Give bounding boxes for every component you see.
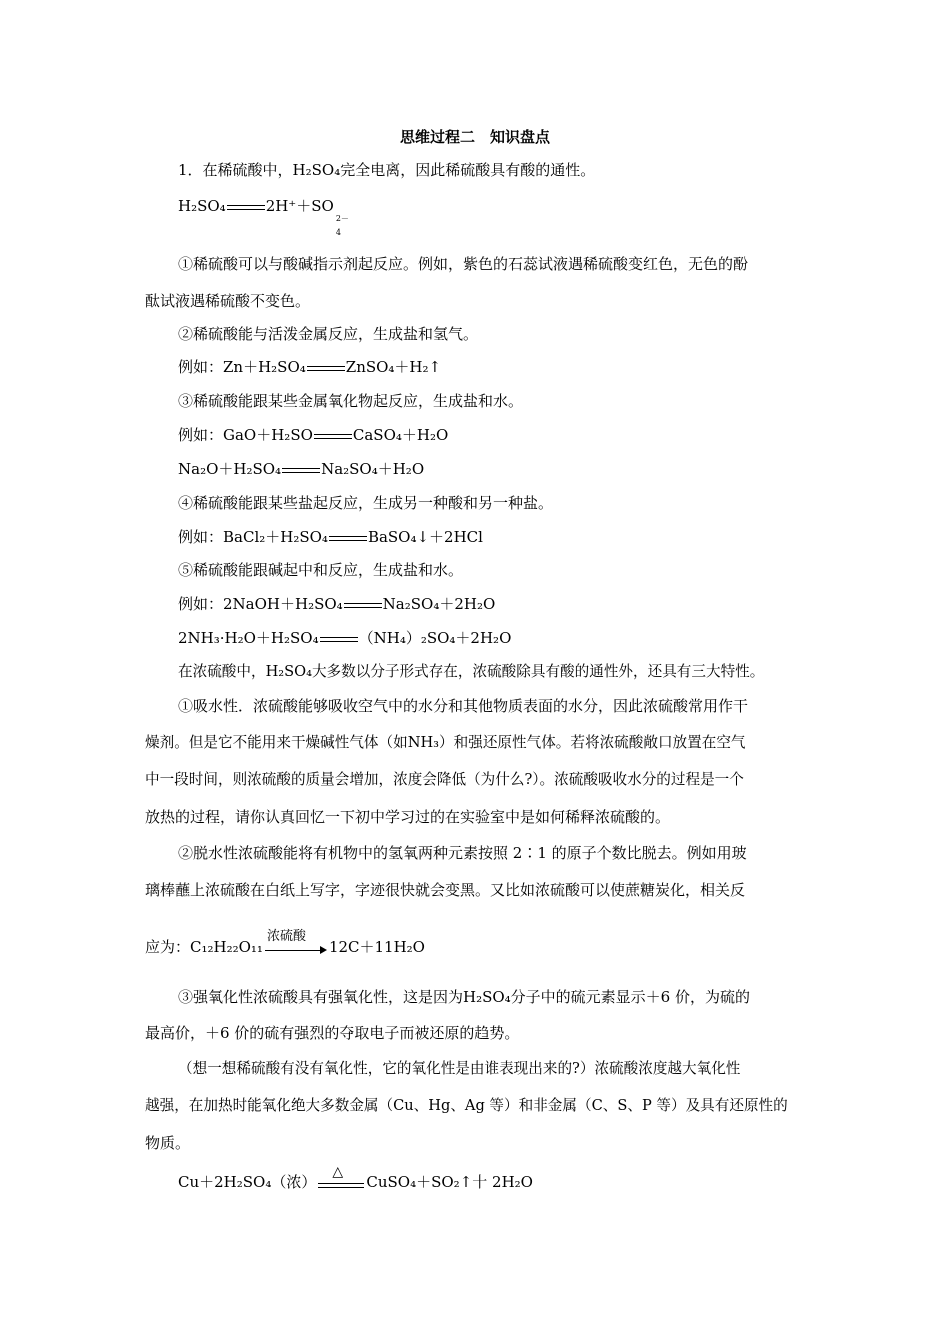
equals-sign — [320, 637, 358, 642]
equation-right: CaSO₄＋H₂O — [352, 426, 449, 444]
equation-left: 例如：Zn＋H₂SO₄ — [178, 358, 306, 376]
equation-left: 2NH₃·H₂O＋H₂SO₄ — [178, 629, 319, 647]
prop-dehydrate-line2: 璃棒蘸上浓硫酸在白纸上写字，字迹很快就会变黑。又比如浓硫酸可以使蔗糖炭化，相关反 — [145, 881, 746, 899]
equation-bacl2 — [178, 527, 848, 547]
equation-right: ZnSO₄＋H₂↑ — [345, 358, 442, 376]
think-line2: 越强，在加热时能氧化绝大多数金属（Cu、Hg、Ag 等）和非金属（C、S、P 等）及具有还原性的 — [145, 1097, 788, 1114]
paragraph-conc-intro: 在浓硫酸中，H₂SO₄大多数以分子形式存在，浓硫酸除具有酸的通性外，还具有三大特性。 — [178, 663, 765, 680]
equation-naoh — [178, 594, 848, 614]
prop-oxidize-line1: ③强氧化性浓硫酸具有强氧化性，这是因为H₂SO₄分子中的硫元素显示＋6 价，为硫的 — [178, 988, 750, 1006]
reaction-arrow — [265, 929, 327, 955]
think-line3: 物质。 — [145, 1134, 191, 1152]
item-oxide: ③稀硫酸能跟某些金属氧化物起反应，生成盐和水。 — [178, 392, 524, 410]
prop-absorb-line1: ①吸水性．浓硫酸能够吸收空气中的水分和其他物质表面的水分，因此浓硫酸常用作干 — [178, 697, 749, 715]
equals-sign — [227, 205, 265, 210]
prop-dehydrate-line1: ②脱水性浓硫酸能将有机物中的氢氧两种元素按照 2∶1 的原子个数比脱去。例如用玻 — [178, 844, 747, 862]
equals-sign — [344, 603, 382, 608]
equation-left: 例如：GaO＋H₂SO — [178, 426, 313, 444]
equation-left: Cu＋2H₂SO₄（浓） — [178, 1173, 317, 1191]
item-base: ⑤稀硫酸能跟碱起中和反应，生成盐和水。 — [178, 561, 464, 579]
equation-ammonia — [178, 628, 848, 648]
arrow-condition: 浓硫酸 — [266, 929, 306, 944]
ion-subscript: 4 — [335, 228, 341, 237]
prop-absorb-line4: 放热的过程，请你认真回忆一下初中学习过的在实验室中是如何稀释浓硫酸的。 — [145, 808, 671, 826]
heat-condition: △ — [332, 1164, 344, 1180]
equals-sign — [329, 536, 367, 541]
equation-left: 例如：BaCl₂＋H₂SO₄ — [178, 528, 328, 546]
equation-right: CuSO₄＋SO₂↑十 2H₂O — [366, 1173, 533, 1191]
equation-right: 2H⁺＋SO — [265, 197, 334, 215]
equation-left: 应为：C₁₂H₂₂O₁₁ — [145, 938, 263, 956]
heat-equals-sign — [318, 1164, 364, 1190]
equation-copper — [178, 1164, 848, 1192]
equation-right: Na₂SO₄＋H₂O — [321, 460, 425, 478]
prop-absorb-line2: 燥剂。但是它不能用来干燥碱性气体（如NH₃）和强还原性气体。若将浓硫酸敞口放置在空气 — [145, 734, 746, 751]
think-line1: （想一想稀硫酸有没有氧化性，它的氧化性是由谁表现出来的?）浓硫酸浓度越大氧化性 — [178, 1060, 741, 1077]
ion-charge: 2－ — [335, 214, 349, 223]
paragraph-dilute-intro: 1．在稀硫酸中，H₂SO₄完全电离，因此稀硫酸具有酸的通性。 — [178, 161, 596, 179]
equals-sign — [307, 366, 345, 371]
equation-right: 12C＋11H₂O — [328, 938, 425, 956]
item-indicator-line1: ①稀硫酸可以与酸碱指示剂起反应。例如，紫色的石蕊试液遇稀硫酸变红色，无色的酚 — [178, 255, 749, 273]
equation-sucrose — [145, 929, 815, 957]
equation-right: （NH₄）₂SO₄＋2H₂O — [358, 629, 512, 647]
equation-right: Na₂SO₄＋2H₂O — [382, 595, 496, 613]
section-title: 思维过程二 知识盘点 — [399, 128, 550, 146]
prop-absorb-line3: 中一段时间，则浓硫酸的质量会增加，浓度会降低（为什么?）。浓硫酸吸收水分的过程是一个 — [145, 771, 744, 788]
item-indicator-line2: 酞试液遇稀硫酸不变色。 — [145, 292, 311, 310]
item-salt: ④稀硫酸能跟某些盐起反应，生成另一种酸和另一种盐。 — [178, 494, 554, 512]
equation-right: BaSO₄↓＋2HCl — [367, 528, 483, 546]
equals-sign — [282, 468, 320, 473]
equation-left: H₂SO₄ — [178, 197, 226, 215]
prop-oxidize-line2: 最高价，＋6 价的硫有强烈的夺取电子而被还原的趋势。 — [145, 1024, 520, 1042]
item-metal: ②稀硫酸能与活泼金属反应，生成盐和氢气。 — [178, 325, 479, 343]
equation-left: 例如：2NaOH＋H₂SO₄ — [178, 595, 343, 613]
equation-na2o — [178, 459, 848, 479]
equation-zinc — [178, 357, 848, 377]
equation-left: Na₂O＋H₂SO₄ — [178, 460, 282, 478]
equation-cao — [178, 425, 848, 445]
equation-ionization — [178, 196, 848, 237]
equals-sign — [314, 434, 352, 439]
